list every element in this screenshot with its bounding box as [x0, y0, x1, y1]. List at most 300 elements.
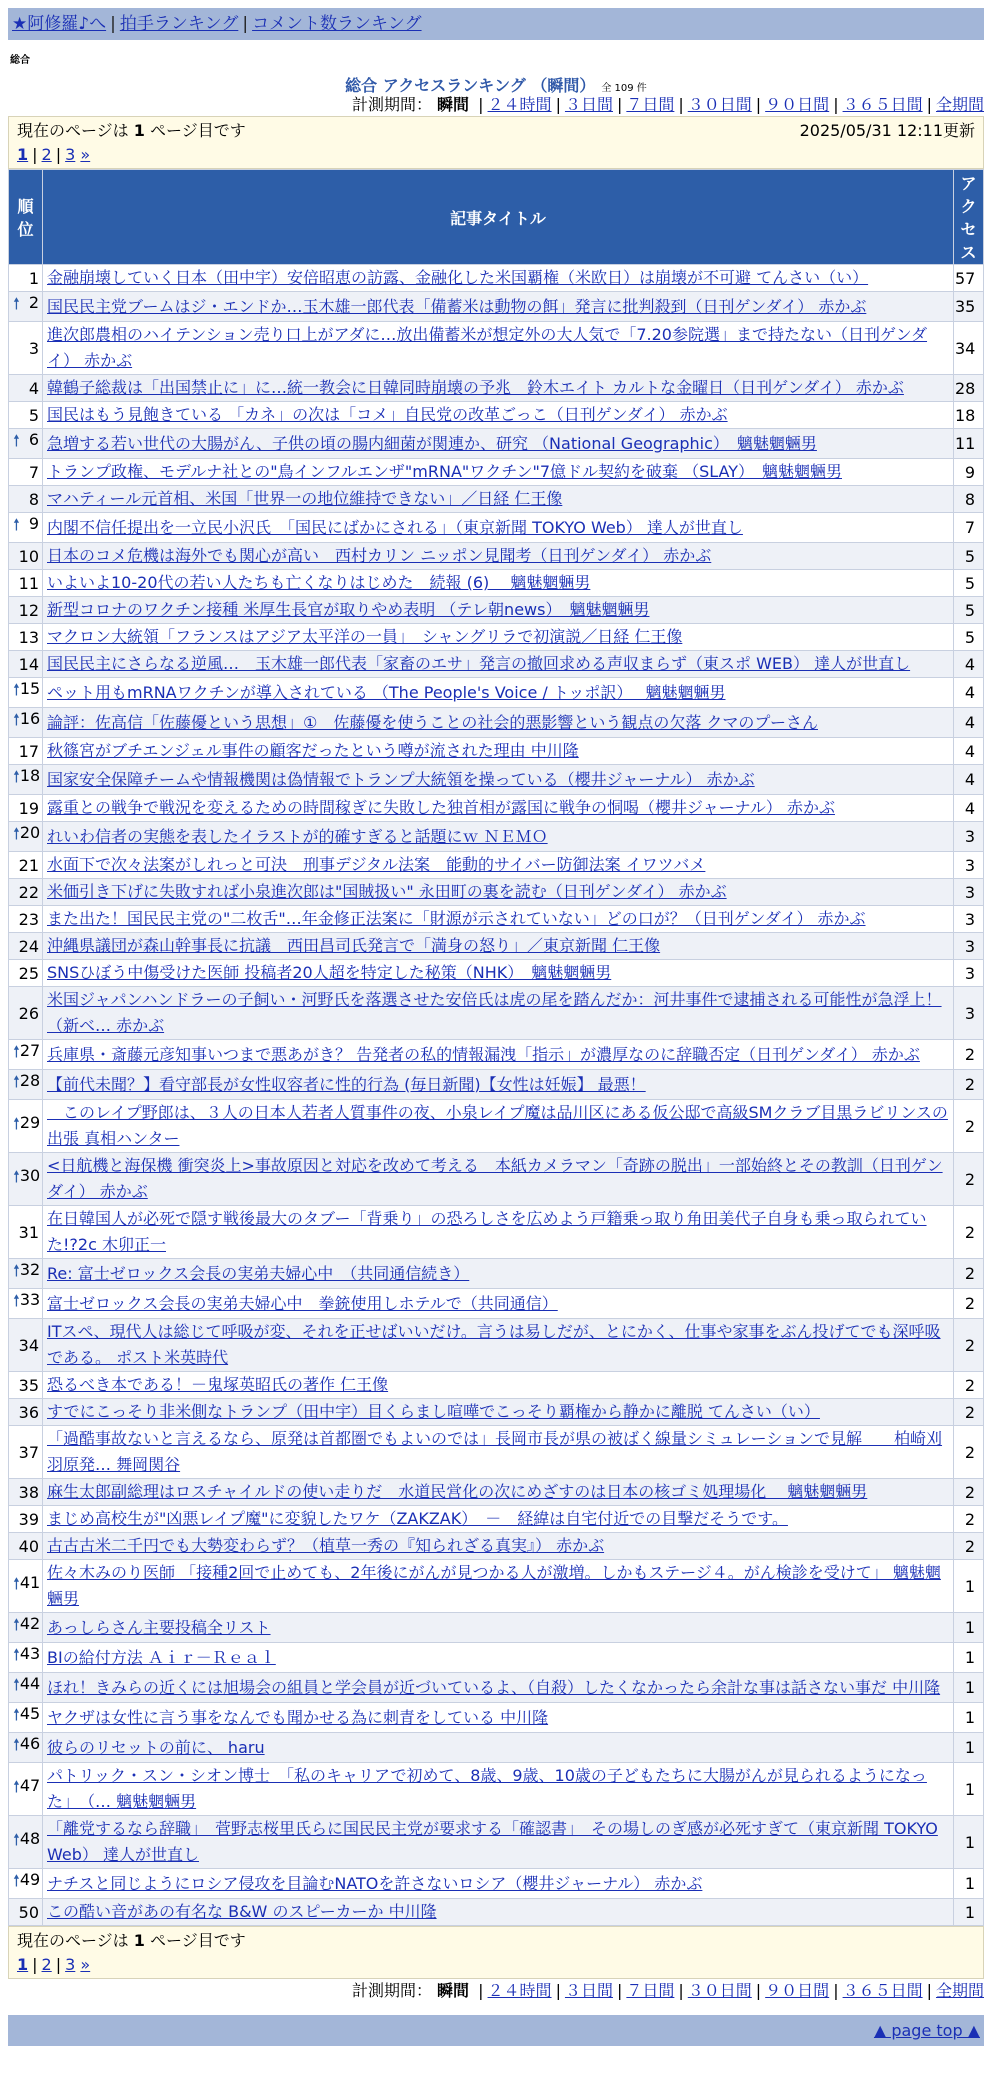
page-status-number: 1 [133, 121, 145, 140]
access-count: 2 [954, 1479, 984, 1506]
rank-number: 12 [18, 600, 39, 620]
table-row [9, 1206, 984, 1259]
rank-number: 35 [18, 1375, 39, 1395]
title-cell [43, 795, 954, 822]
article-title-link[interactable]: 富士ゼロックス会長の実弟夫婦心中 拳銃使用しホテルで（共同通信） [47, 1293, 558, 1313]
rank-number: 40 [18, 1536, 39, 1556]
nav-separator: | [110, 14, 116, 34]
table-row [9, 265, 984, 292]
access-count: 3 [954, 933, 984, 960]
rank-cell [9, 402, 43, 429]
period-link[interactable]: 全期間 [935, 95, 984, 114]
table-row [9, 1506, 984, 1533]
access-count: 28 [954, 375, 984, 402]
rank-cell [9, 822, 43, 852]
article-title-link[interactable]: 【前代未聞？】看守部長が女性収容者に性的行為 (毎日新聞)【女性は妊娠】 最悪！ [47, 1074, 646, 1094]
rank-number: 22 [18, 882, 39, 902]
access-count: 2 [954, 1426, 984, 1479]
article-title-link[interactable]: 内閣不信任提出を一立民小沢氏 「国民にばかにされる」（東京新聞 TOKYO Web） 達人が世直し [47, 517, 743, 537]
ranking-title: 総合 アクセスランキング （瞬間） [345, 76, 596, 95]
home-link[interactable]: ★阿修羅♪へ [12, 14, 107, 34]
access-count: 3 [954, 879, 984, 906]
title-cell [43, 459, 954, 486]
title-cell [43, 292, 954, 322]
table-row [9, 933, 984, 960]
title-cell [43, 879, 954, 906]
period-link[interactable]: ７日間 [626, 1981, 675, 2000]
access-count: 9 [954, 459, 984, 486]
article-title-link[interactable]: すでにこっそり非米側なトランプ（田中宇）目くらまし喧嘩でこっそり覇権から静かに離脱 てんさい（い） [47, 1402, 820, 1421]
access-count: 1 [954, 1703, 984, 1733]
access-count: 4 [954, 708, 984, 738]
rank-number: 27 [19, 1041, 41, 1060]
rank-cell [9, 597, 43, 624]
page [8, 0, 984, 2046]
rank-cell [9, 1643, 43, 1673]
access-count: 1 [954, 1613, 984, 1643]
page-links [17, 143, 975, 166]
rank-number: 2 [28, 293, 39, 312]
title-cell [43, 933, 954, 960]
period-separator: | [833, 1981, 839, 2000]
page-link[interactable]: 3 [65, 1955, 76, 1974]
rank-cell [9, 765, 43, 795]
access-count: 3 [954, 987, 984, 1040]
article-title-link[interactable]: <日航機と海保機 衝突炎上>事故原因と対応を改めて考える 本紙カメラマン「奇跡の脱出」一部始終とその教訓（日刊ゲンダイ） 赤かぶ [47, 1156, 943, 1201]
page-status [17, 1929, 246, 1953]
article-title-link[interactable]: ナチスと同じようにロシア侵攻を目論むNATOを許さないロシア（櫻井ジャーナル） 赤かぶ [47, 1873, 703, 1893]
rank-number: 49 [19, 1870, 41, 1889]
access-count: 1 [954, 1763, 984, 1816]
rank-cell [9, 624, 43, 651]
col-access-header: アクセス [954, 170, 984, 265]
access-count: 2 [954, 1206, 984, 1259]
access-count: 57 [954, 265, 984, 292]
rank-cell [9, 486, 43, 513]
rank-cell [9, 513, 43, 543]
article-title-link[interactable]: 「過酷事故ないと言えるなら、原発は首都圏でもよいのでは」長岡市長が県の被ばく線量シミュレーションで見解 柏崎刈羽原発… 舞岡関谷 [47, 1429, 943, 1474]
title-cell [43, 708, 954, 738]
access-count: 5 [954, 624, 984, 651]
rank-up-arrow-icon: 🠕 [13, 1166, 20, 1186]
rank-up-arrow-icon: 🠕 [13, 1615, 20, 1634]
article-title-link[interactable]: 国家安全保障チームや情報機関は偽情報でトランプ大統領を操っている（櫻井ジャーナル） 赤かぶ [47, 769, 755, 789]
rank-cell [9, 1816, 43, 1869]
rank-up-arrow-icon: 🠕 [13, 1871, 20, 1890]
period-link[interactable]: ２４時間 [487, 1981, 552, 2000]
table-row [9, 1319, 984, 1372]
article-title-link[interactable]: マハティール元首相、米国「世界一の地位維持できない」／日経 仁王像 [47, 489, 563, 508]
access-count: 1 [954, 1673, 984, 1703]
period-link[interactable]: 全期間 [935, 1981, 984, 2000]
rank-number: 19 [18, 798, 39, 818]
title-cell [43, 322, 954, 375]
access-count: 2 [954, 1399, 984, 1426]
rank-cell [9, 1479, 43, 1506]
access-count: 2 [954, 1533, 984, 1560]
rank-cell [9, 678, 43, 708]
article-title-link[interactable]: ITスペ、現代人は総じて呼吸が変、それを正せばいいだけ。言うは易しだが、とにかく、仕事や家事をぶん投げてでも深呼吸である。 ポスト米英時代 [47, 1322, 941, 1367]
comment-ranking-link[interactable]: コメント数ランキング [252, 14, 422, 34]
title-cell [43, 1100, 954, 1153]
article-title-link[interactable]: 沖縄県議団が森山幹事長に抗議 西田昌司氏発言で「満身の怒り」／東京新聞 仁王像 [47, 936, 661, 955]
access-count: 1 [954, 1733, 984, 1763]
rank-cell [9, 906, 43, 933]
table-row [9, 1100, 984, 1153]
period-current: 瞬間 [437, 1981, 470, 2000]
rank-cell [9, 1703, 43, 1733]
rank-number: 20 [19, 823, 41, 842]
article-title-link[interactable]: れいわ信者の実態を表したイラストが的確すぎると話題にｗ ＮＥＭＯ [47, 826, 548, 846]
rank-number: 31 [18, 1222, 39, 1242]
rank-number: 15 [19, 679, 41, 698]
access-count: 4 [954, 678, 984, 708]
article-title-link[interactable]: Re: 富士ゼロックス会長の実弟夫婦心中 （共同通信続き） [47, 1263, 470, 1283]
rank-number: 25 [18, 963, 39, 983]
period-links [474, 95, 984, 114]
title-cell [43, 1259, 954, 1289]
rank-cell [9, 459, 43, 486]
title-cell [43, 1319, 954, 1372]
rank-cell [9, 292, 43, 322]
title-cell [43, 1153, 954, 1206]
title-cell [43, 1289, 954, 1319]
next-page-link[interactable]: » [80, 1955, 91, 1974]
access-count: 3 [954, 852, 984, 879]
pager-top [8, 116, 984, 169]
ranking-table [8, 169, 984, 1926]
article-title-link[interactable]: 露重との戦争で戦況を変えるための時間稼ぎに失敗した独首相が露国に戦争の恫喝（櫻井ジャーナル） 赤かぶ [47, 798, 835, 817]
table-row [9, 1643, 984, 1673]
article-title-link[interactable]: BIの給付方法 Ａｉｒ－Ｒｅａｌ [47, 1647, 276, 1667]
article-title-link[interactable]: トランプ政権、モデルナ社との"鳥インフルエンザ"mRNA"ワクチン"7億ドル契約を破棄 （SLAY） 魑魅魍魎男 [47, 462, 842, 481]
access-count: 1 [954, 1869, 984, 1899]
period-separator: | [616, 95, 623, 114]
access-count: 4 [954, 651, 984, 678]
article-title-link[interactable]: 日本のコメ危機は海外でも関心が高い 西村カリン ニッポン見聞考（日刊ゲンダイ） 赤かぶ [47, 546, 712, 565]
rank-cell [9, 1899, 43, 1926]
table-row [9, 1869, 984, 1899]
title-cell [43, 765, 954, 795]
rank-cell [9, 570, 43, 597]
page-link[interactable]: 3 [65, 145, 76, 164]
rank-cell [9, 265, 43, 292]
period-link[interactable]: ３日間 [564, 1981, 613, 2000]
access-count: 18 [954, 402, 984, 429]
period-current: 瞬間 [437, 95, 470, 114]
article-title-link[interactable]: 急増する若い世代の大腸がん、子供の頃の腸内細菌が関連か、研究 （National Geographic） 魑魅魍魎男 [47, 433, 817, 453]
table-row [9, 513, 984, 543]
rank-number: 5 [28, 405, 39, 425]
rank-cell [9, 1070, 43, 1100]
page-top-link[interactable]: ▲ page top ▲ [873, 2021, 980, 2040]
table-row [9, 1533, 984, 1560]
rank-cell [9, 1319, 43, 1372]
access-count: 2 [954, 1100, 984, 1153]
table-row [9, 765, 984, 795]
period-separator: | [616, 1981, 623, 2000]
next-page-link[interactable]: » [80, 145, 91, 164]
page-link-current[interactable]: 1 [17, 1955, 29, 1974]
access-count: 2 [954, 1289, 984, 1319]
table-row [9, 1399, 984, 1426]
rank-up-arrow-icon: 🠕 [13, 1291, 20, 1310]
period-separator: | [678, 95, 684, 114]
period-separator: | [833, 95, 839, 114]
article-title-link[interactable]: ヤクザは女性に言う事をなんでも聞かせる為に刺青をしている 中川隆 [47, 1707, 549, 1727]
table-row [9, 292, 984, 322]
table-row [9, 822, 984, 852]
article-title-link[interactable]: パトリック・スン・シオン博士 「私のキャリアで初めて、8歳、9歳、10歳の子どもたちに大腸がんが見られるようになった」 （… 魑魅魍魎男 [47, 1766, 927, 1811]
rank-number: 44 [19, 1674, 41, 1693]
table-row [9, 429, 984, 459]
rank-up-arrow-icon: 🠕 [13, 515, 20, 534]
title-cell [43, 651, 954, 678]
title-cell [43, 738, 954, 765]
rank-cell [9, 795, 43, 822]
article-title-link[interactable]: SNSひぼう中傷受けた医師 投稿者20人超を特定した秘策（NHK） 魑魅魍魎男 [47, 963, 612, 982]
table-row [9, 322, 984, 375]
title-cell [43, 402, 954, 429]
article-title-link[interactable]: この酷い音があの有名な B&W のスピーカーか 中川隆 [47, 1902, 437, 1921]
page-status-prefix: 現在のページは [17, 121, 129, 140]
access-count: 2 [954, 1506, 984, 1533]
article-title-link[interactable]: 米国ジャパンハンドラーの子飼い・河野氏を落選させた安倍氏は虎の尾を踏んだか：河井事件で逮捕される可能性が急浮上！（新ベ… 赤かぶ [47, 990, 942, 1035]
access-count: 2 [954, 1259, 984, 1289]
article-title-link[interactable]: いよいよ10-20代の若い人たちも亡くなりはじめた 続報 (6) 魑魅魍魎男 [47, 573, 591, 592]
title-cell [43, 570, 954, 597]
title-cell [43, 1643, 954, 1673]
nav-separator: | [242, 14, 249, 34]
access-count: 1 [954, 1560, 984, 1613]
title-cell [43, 852, 954, 879]
clap-ranking-link[interactable]: 拍手ランキング [119, 14, 239, 34]
period-selector-top [8, 94, 984, 116]
title-cell [43, 624, 954, 651]
article-title-link[interactable]: 水面下で次々法案がしれっと可決 刑事デジタル法案 能動的サイバー防御法案 イワツバメ [47, 855, 706, 874]
title-cell [43, 1479, 954, 1506]
rank-cell [9, 1040, 43, 1070]
rank-cell [9, 651, 43, 678]
rank-cell [9, 987, 43, 1040]
rank-number: 48 [19, 1828, 41, 1848]
article-title-link[interactable]: このレイプ野郎は、３人の日本人若者人質事件の夜、小泉レイプ魔は品川区にある仮公邸で高級SMクラブ目黒ラビリンスの出張 真相ハンター [47, 1103, 948, 1148]
article-title-link[interactable]: 金融崩壊していく日本（田中宇）安倍昭恵の訪露、金融化した米国覇権（米欧日）は崩壊が不可避 てんさい（い） [47, 268, 869, 287]
title-cell [43, 1733, 954, 1763]
rank-number: 32 [19, 1260, 41, 1279]
rank-number: 8 [28, 489, 39, 509]
top-nav-bar [8, 8, 984, 40]
article-title-link[interactable]: 米価引き下げに失敗すれば小泉進次郎は"国賊扱い" 永田町の裏を読む（日刊ゲンダイ） 赤かぶ [47, 882, 727, 901]
updated-time: 2025/05/31 12:11更新 [799, 121, 975, 140]
title-cell [43, 1506, 954, 1533]
rank-number: 9 [28, 514, 39, 533]
rank-number: 3 [28, 338, 39, 358]
rank-cell [9, 1613, 43, 1643]
article-title-link[interactable]: 論評：佐高信「佐藤優という思想」① 佐藤優を使うことの社会的悪影響という観点の欠落 クマのプーさん [47, 712, 818, 732]
period-selector-bottom [8, 1980, 984, 2002]
rank-up-arrow-icon: 🠕 [13, 294, 20, 313]
rank-up-arrow-icon: 🠕 [13, 1645, 20, 1664]
table-row [9, 678, 984, 708]
article-title-link[interactable]: また出た！国民民主党の"二枚舌"…年金修正法案に「財源が示されていない」どの口が？（日刊ゲンダイ） 赤かぶ [47, 909, 866, 928]
article-title-link[interactable]: 国民はもう見飽きている 「カネ」の次は「コメ」自民党の改革ごっこ（日刊ゲンダイ） 赤かぶ [47, 405, 728, 424]
title-cell [43, 429, 954, 459]
rank-cell [9, 738, 43, 765]
article-title-link[interactable]: 秋篠宮がブチエンジェル事件の顧客だったという噂が流された理由 中川隆 [47, 741, 579, 760]
page-status-suffix: ページ目です [150, 121, 246, 140]
ranking-rows [9, 265, 984, 1926]
period-separator: | [555, 95, 561, 114]
period-separator: | [478, 1981, 484, 2000]
access-count: 2 [954, 1319, 984, 1372]
article-title-link[interactable]: 新型コロナのワクチン接種 米厚生長官が取りやめ表明 （テレ朝news） 魑魅魍魎男 [47, 600, 650, 619]
table-row [9, 987, 984, 1040]
rank-cell [9, 1153, 43, 1206]
rank-cell [9, 1100, 43, 1153]
rank-up-arrow-icon: 🠕 [13, 710, 20, 729]
rank-cell [9, 1506, 43, 1533]
access-count: 34 [954, 322, 984, 375]
rank-number: 6 [28, 430, 39, 449]
page-separator: | [55, 1955, 62, 1974]
access-count: 1 [954, 1899, 984, 1926]
article-title-link[interactable]: 佐々木みのり医師 「接種2回で止めても、2年後にがんが見つかる人が激増。しかもステージ４。がん検診を受けて」 魑魅魍魎男 [47, 1563, 941, 1608]
period-label: 計測期間： [351, 95, 432, 114]
access-count: 8 [954, 486, 984, 513]
rank-number: 30 [19, 1165, 41, 1185]
article-title-link[interactable]: 古古古米二千円でも大勢変わらず？（植草一秀の『知られざる真実』） 赤かぶ [47, 1536, 605, 1555]
page-link-current[interactable]: 1 [17, 145, 29, 164]
rank-number: 29 [19, 1112, 41, 1132]
footer-bar [8, 2015, 984, 2046]
title-cell [43, 1613, 954, 1643]
title-cell [43, 597, 954, 624]
period-separator: | [478, 95, 484, 114]
rank-up-arrow-icon: 🠕 [13, 1735, 20, 1754]
rank-cell [9, 708, 43, 738]
article-title-link[interactable]: 在日韓国人が必死で隠す戦後最大のタブー「背乗り」の恐ろしさを広めよう戸籍乗っ取り角田美代子自身も乗っ取られていた!?2c 木卯正一 [47, 1209, 927, 1254]
period-link[interactable]: ３日間 [564, 95, 613, 114]
access-count: 2 [954, 1153, 984, 1206]
article-title-link[interactable]: ほれ！きみらの近くには旭場会の組員と学会員が近づいているよ、（自殺）したくなかったら余計な事は話さない事だ 中川隆 [47, 1677, 941, 1697]
rank-cell [9, 1426, 43, 1479]
rank-up-arrow-icon: 🠕 [13, 1705, 20, 1724]
access-count: 35 [954, 292, 984, 322]
title-cell [43, 1399, 954, 1426]
table-row [9, 1703, 984, 1733]
access-count: 5 [954, 597, 984, 624]
rank-cell [9, 1372, 43, 1399]
rank-number: 21 [18, 855, 39, 875]
page-link[interactable]: 2 [41, 145, 52, 164]
period-link[interactable]: ３６５日間 [842, 95, 923, 114]
page-status-suffix: ページ目です [150, 1931, 246, 1950]
rank-number: 34 [18, 1335, 39, 1355]
article-title-link[interactable]: 国民民主党ブームはジ・エンドか…玉木雄一郎代表「備蓄米は動物の餌」発言に批判殺到（日刊ゲンダイ） 赤かぶ [47, 296, 867, 316]
table-row [9, 597, 984, 624]
period-links [474, 1981, 984, 2000]
title-cell [43, 1040, 954, 1070]
pager-bottom [8, 1926, 984, 1979]
rank-number: 26 [18, 1003, 39, 1023]
rank-number: 46 [19, 1734, 41, 1753]
table-row [9, 1426, 984, 1479]
page-separator: | [32, 145, 38, 164]
article-title-link[interactable]: 進次郎農相のハイテンション売り口上がアダに…放出備蓄米が想定外の大人気で「7.20参院選」まで持たない（日刊ゲンダイ） 赤かぶ [47, 325, 928, 370]
period-link[interactable]: ２４時間 [487, 95, 552, 114]
rank-cell [9, 852, 43, 879]
period-separator: | [755, 1981, 762, 2000]
table-row [9, 708, 984, 738]
article-title-link[interactable]: 恐るべき本である！－鬼塚英昭氏の著作 仁王像 [47, 1375, 389, 1394]
article-title-link[interactable]: 麻生太郎副総理はロスチャイルドの使い走りだ 水道民営化の次にめざすのは日本の核ゴミ処理場化 魑魅魍魎男 [47, 1482, 868, 1501]
period-link[interactable]: ９０日間 [765, 95, 830, 114]
article-title-link[interactable]: まじめ高校生が"凶悪レイプ魔"に変貌したワケ（ZAKZAK） － 経緯は自宅付近での目撃だそうです。 [47, 1509, 788, 1528]
period-link[interactable]: ３６５日間 [842, 1981, 923, 2000]
rank-number: 37 [18, 1442, 39, 1462]
article-title-link[interactable]: ペット用もmRNAワクチンが導入されている （The People's Voice / トッポ訳） 魑魅魍魎男 [47, 682, 726, 702]
period-separator: | [555, 1981, 561, 2000]
category-label: 総合 [10, 55, 30, 66]
page-link[interactable]: 2 [41, 1955, 52, 1974]
period-label: 計測期間： [351, 1981, 432, 2000]
rank-cell [9, 1560, 43, 1613]
period-link[interactable]: ７日間 [626, 95, 675, 114]
title-cell [43, 906, 954, 933]
table-row [9, 879, 984, 906]
table-row [9, 570, 984, 597]
table-row [9, 1733, 984, 1763]
article-title-link[interactable]: 彼らのリセットの前に、 haru [47, 1737, 265, 1757]
table-row [9, 1899, 984, 1926]
title-cell [43, 1372, 954, 1399]
page-title [8, 73, 984, 93]
rank-cell [9, 1289, 43, 1319]
period-separator: | [926, 1981, 932, 2000]
rank-cell [9, 1206, 43, 1259]
rank-number: 18 [19, 766, 41, 785]
article-title-link[interactable]: 兵庫県・斎藤元彦知事いつまで悪あがき？ 告発者の私的情報漏洩「指示」が濃厚なのに辞職否定（日刊ゲンダイ） 赤かぶ [47, 1044, 920, 1064]
access-count: 3 [954, 960, 984, 987]
article-title-link[interactable]: 韓鶴子総裁は「出国禁止に」に…統一教会に日韓同時崩壊の予兆 鈴木エイト カルトな金曜日（日刊ゲンダイ） 赤かぶ [47, 378, 904, 397]
rank-up-arrow-icon: 🠕 [13, 767, 20, 786]
table-row [9, 738, 984, 765]
period-link[interactable]: ３０日間 [687, 95, 752, 114]
rank-up-arrow-icon: 🠕 [13, 1829, 20, 1849]
rank-number: 11 [18, 573, 39, 593]
rank-number: 28 [19, 1071, 41, 1090]
access-count: 4 [954, 738, 984, 765]
table-row [9, 1289, 984, 1319]
period-link[interactable]: ９０日間 [765, 1981, 830, 2000]
period-link[interactable]: ３０日間 [687, 1981, 752, 2000]
article-title-link[interactable]: 「離党するなら辞職」 菅野志桜里氏らに国民民主党が要求する「確認書」 その場しのぎ感が必死すぎて（東京新聞 TOKYO Web） 達人が世直し [47, 1819, 938, 1864]
article-title-link[interactable]: 国民民主にさらなる逆風… 玉木雄一郎代表「家畜のエサ」発言の撤回求める声収まらず（東スポ WEB） 達人が世直し [47, 654, 911, 673]
rank-number: 17 [18, 741, 39, 761]
article-title-link[interactable]: マクロン大統領「フランスはアジア太平洋の一員」 シャングリラで初演説／日経 仁王像 [47, 627, 683, 646]
table-row [9, 960, 984, 987]
article-title-link[interactable]: あっしらさん主要投稿全リスト [47, 1617, 271, 1637]
period-separator: | [926, 95, 932, 114]
table-row [9, 624, 984, 651]
access-count: 1 [954, 1643, 984, 1673]
table-row [9, 651, 984, 678]
access-count: 5 [954, 570, 984, 597]
rank-number: 4 [28, 378, 39, 398]
rank-number: 23 [18, 909, 39, 929]
rank-number: 7 [28, 462, 39, 482]
